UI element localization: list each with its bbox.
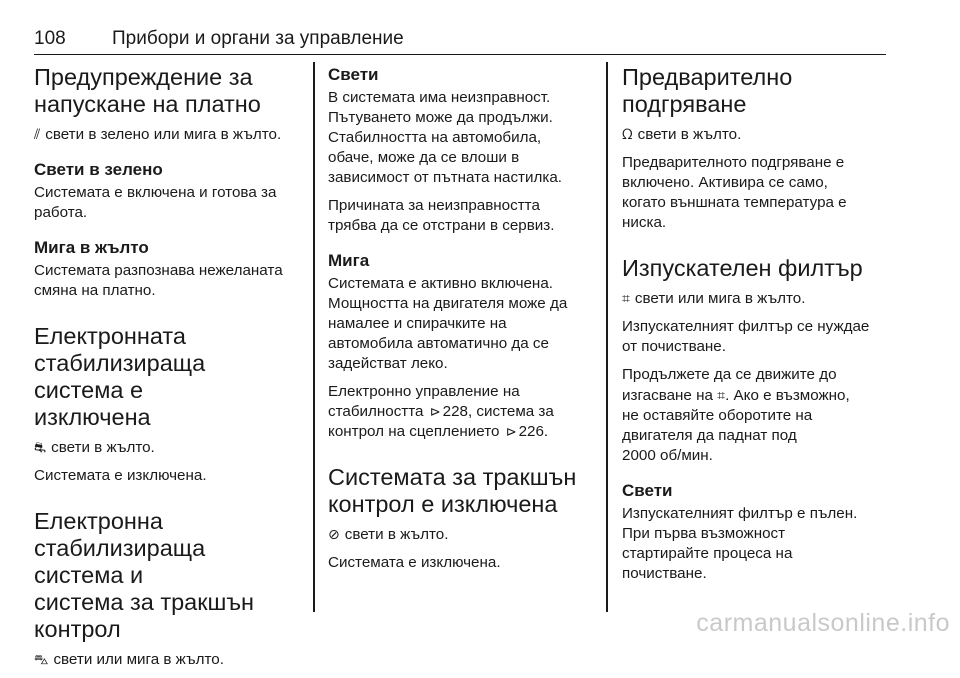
paragraph: Системата е изключена. (328, 554, 501, 571)
esc-off-icon: ⛐ (34, 439, 47, 455)
section-title-lane-departure: Предупреждение за напускане на платно (34, 64, 261, 117)
esc-off-lead: ⛐ свети в жълто. (34, 439, 155, 456)
subheading-flash-yellow: Мига в жълто (34, 238, 149, 257)
paragraph: Системата разпознава нежеланата смяна на платно. (34, 262, 283, 299)
subheading-on: Свети (622, 481, 673, 500)
column-divider (606, 62, 608, 612)
esc-skid-icon: ⛍ (34, 651, 49, 667)
paragraph: Предварителното подгряване е включено. Активира се само, когато външната температура е ниска. (622, 154, 847, 231)
column-2 (328, 62, 598, 581)
subheading-flashing: Мига (328, 251, 370, 270)
section-title-esc-tc: Електронна стабилизираща система и система за тракшън контрол (34, 508, 255, 642)
exhaust-filter-lead: ⌗ свети или мига в жълто. (622, 290, 806, 307)
paragraph: Причината за неизправността трябва да се отстрани в сервиз. (328, 197, 555, 234)
section-title-preheating: Предварително подгряване (622, 64, 793, 117)
preheating-lead: ᘯ свети в жълто. (622, 126, 742, 143)
paragraph-with-references: Електронно управление на стабилността ⊳ 228, система за контрол на сцеплението ⊳ 226. (328, 383, 554, 440)
subheading-on: Свети (328, 65, 379, 84)
section-title-esc-off: Електронната стабилизираща система е изключена (34, 323, 206, 430)
chapter-title: Прибори и органи за управление (112, 28, 404, 49)
exhaust-filter-icon: ⌗ (717, 387, 726, 403)
glow-plug-icon: ᘯ (622, 126, 633, 142)
paragraph: Системата е включена и готова за работа. (34, 184, 277, 221)
paragraph: Продължете да се движите до изгасване на ⌗. Ако е възможно, не оставяйте оборотите на двигателя да паднат под 2000 об/мин. (622, 366, 850, 464)
section-title-tc-off: Системата за тракшън контрол е изключена (328, 464, 577, 517)
column-3 (622, 62, 890, 592)
column-divider (313, 62, 315, 612)
esc-tc-lead: ⛍ свети или мига в жълто. (34, 651, 224, 668)
tc-off-lead: ⊘ свети в жълто. (328, 526, 449, 543)
paragraph: Системата е активно включена. Мощността на двигателя може да намалее и спирачките на автомобила автоматично да се задействат леко. (328, 275, 568, 372)
exhaust-filter-icon: ⌗ (622, 290, 630, 306)
column-1 (34, 62, 300, 678)
lane-departure-lead: ⫽ свети в зелено или мига в жълто. (34, 126, 282, 143)
paragraph: Изпускателният филтър е пълен. При първа възможност стартирайте процеса на почистване. (622, 505, 858, 582)
paragraph: В системата има неизправност. Пътуването може да продължи. Стабилността на автомобила, обаче, може да се влоши в зависимост от пътната настилка. (328, 89, 562, 186)
page-reference-link[interactable]: ⊳ (505, 424, 517, 439)
page-header (34, 26, 886, 55)
paragraph: Системата е изключена. (34, 467, 207, 484)
tc-off-icon: ⊘ (328, 526, 340, 542)
watermark: carmanualsonline.info (696, 609, 950, 637)
page-number: 108 (34, 28, 66, 49)
paragraph: Изпускателният филтър се нуждае от почистване. (622, 318, 870, 355)
page-reference-link[interactable]: ⊳ (429, 404, 441, 419)
lane-departure-icon: ⫽ (34, 126, 41, 142)
section-title-exhaust-filter: Изпускателен филтър (622, 255, 863, 281)
subheading-green: Свети в зелено (34, 160, 163, 179)
